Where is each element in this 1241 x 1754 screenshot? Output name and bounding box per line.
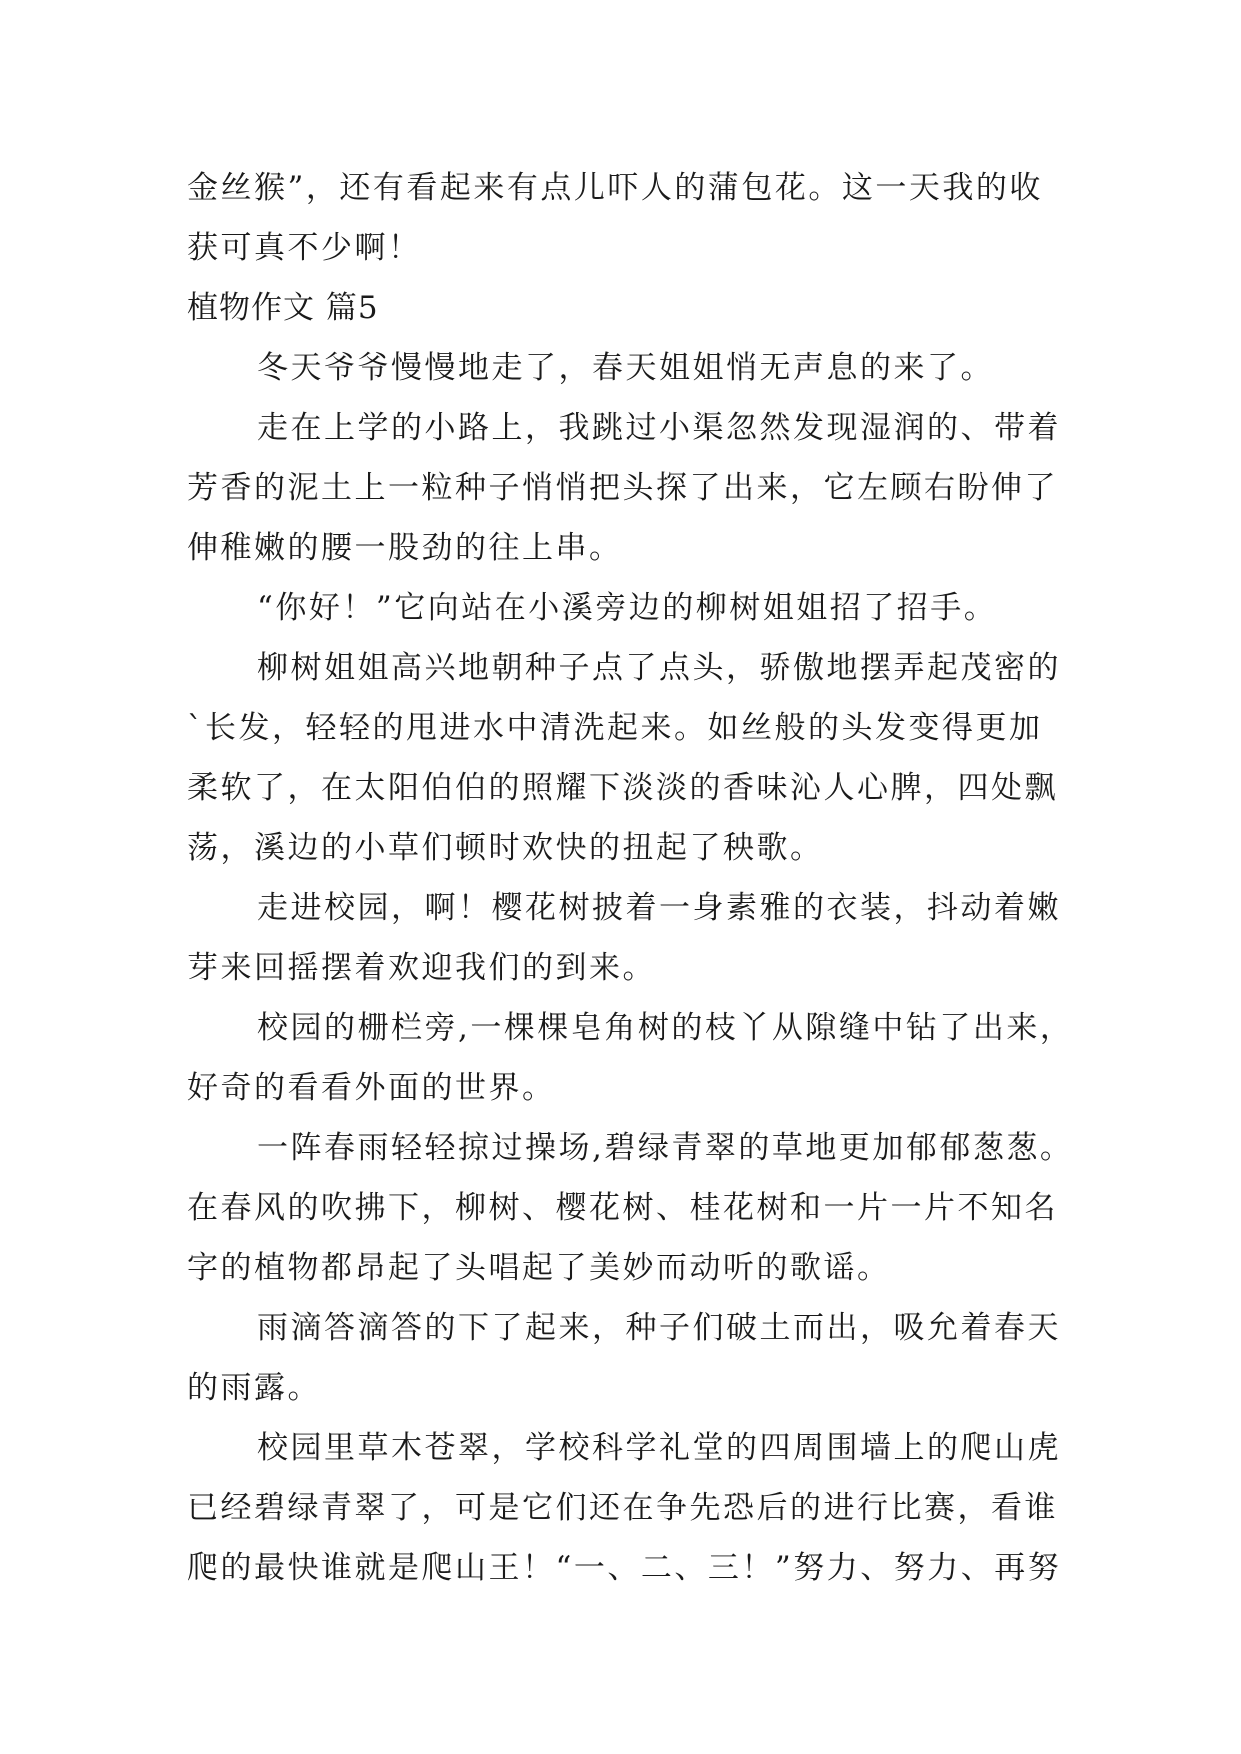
- paragraph: [187, 998, 1074, 1118]
- text-line: 已经碧绿青翠了，可是它们还在争先恐后的进行比赛，看谁: [187, 1490, 1058, 1526]
- text-line: 爬的最快谁就是爬山王！“一、二、三！”努力、努力、再努: [187, 1550, 1062, 1586]
- text-line: “你好！”它向站在小溪旁边的柳树姐姐招了招手。: [257, 590, 998, 626]
- section-title: 植物作文 篇5: [187, 290, 379, 326]
- text-line: 获可真不少啊！: [187, 230, 422, 266]
- text-line: 走进校园，啊！樱花树披着一身素雅的衣装，抖动着嫩: [257, 890, 1061, 926]
- text-line: 芽来回摇摆着欢迎我们的到来。: [187, 950, 656, 986]
- text-line: 柔软了，在太阳伯伯的照耀下淡淡的香味沁人心脾，四处飘: [187, 770, 1058, 806]
- text-line: 芳香的泥土上一粒种子悄悄把头探了出来，它左顾右盼伸了: [187, 470, 1058, 506]
- text-line: 在春风的吹拂下，柳树、樱花树、桂花树和一片一片不知名: [187, 1190, 1058, 1226]
- text-line: 的雨露。: [187, 1370, 321, 1406]
- paragraph: [187, 1118, 1074, 1298]
- paragraph: [187, 1418, 1062, 1598]
- text-line: 校园里草木苍翠，学校科学礼堂的四周围墙上的爬山虎: [257, 1430, 1061, 1466]
- text-line: 冬天爷爷慢慢地走了，春天姐姐悄无声息的来了。: [257, 350, 994, 386]
- text-line: `长发，轻轻的甩进水中清洗起来。如丝般的头发变得更加: [187, 710, 1043, 746]
- paragraph: [187, 638, 1061, 878]
- text-line: 一阵春雨轻轻掠过操场,碧绿青翠的草地更加郁郁葱葱。: [257, 1130, 1074, 1166]
- paragraph: [187, 578, 1057, 638]
- text-line: 字的植物都昂起了头唱起了美妙而动听的歌谣。: [187, 1250, 891, 1286]
- paragraph: [187, 878, 1061, 998]
- text-line: 柳树姐姐高兴地朝种子点了点头，骄傲地摆弄起茂密的: [257, 650, 1061, 686]
- paragraph: [187, 398, 1061, 578]
- document-body: [187, 158, 1074, 1598]
- text-line: 金丝猴”，还有看起来有点儿吓人的蒲包花。这一天我的收: [187, 170, 1043, 206]
- text-line: 伸稚嫩的腰一股劲的往上串。: [187, 530, 623, 566]
- paragraph: [187, 338, 1057, 398]
- paragraph: [187, 1298, 1061, 1418]
- text-line: 好奇的看看外面的世界。: [187, 1070, 556, 1106]
- text-line: 荡，溪边的小草们顿时欢快的扭起了秧歌。: [187, 830, 824, 866]
- text-line: 校园的栅栏旁,一棵棵皂角树的枝丫从隙缝中钻了出来，: [257, 1010, 1074, 1046]
- text-line: 走在上学的小路上，我跳过小渠忽然发现湿润的、带着: [257, 410, 1061, 446]
- text-line: 雨滴答滴答的下了起来，种子们破土而出，吸允着春天: [257, 1310, 1061, 1346]
- intro-paragraph: [187, 158, 1057, 278]
